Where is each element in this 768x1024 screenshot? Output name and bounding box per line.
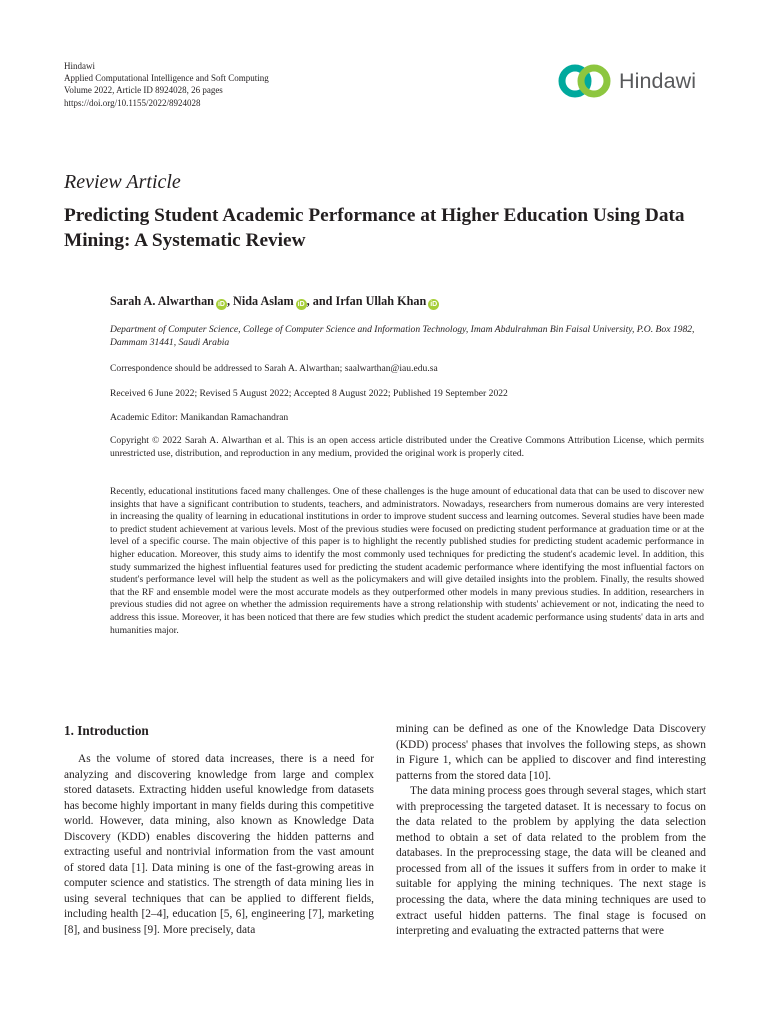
copyright-notice: Copyright © 2022 Sarah A. Alwarthan et al. This is an open access article distributed under the Creative Commons Attribution License, which permits unrestricted use, distribution, and reproduction in any medium, provided the original work is properly cited.	[110, 435, 704, 460]
orcid-icon[interactable]: iD	[430, 301, 438, 308]
orcid-icon[interactable]: iD	[217, 301, 225, 308]
author-affiliation: Department of Computer Science, College of Computer Science and Information Technology, Imam Abdulrahman Bin Faisal University, P.O. Box 1982, Dammam 31441, Saudi Arabia	[110, 324, 695, 348]
author-name[interactable]: Sarah A. Alwarthan	[110, 294, 214, 308]
author-list	[110, 294, 439, 310]
orcid-icon[interactable]: iD	[297, 301, 305, 308]
author-separator: ,	[226, 294, 234, 308]
abstract: Recently, educational institutions faced many challenges. One of these challenges is the huge amount of educational data that can be used to discover new insights that have a significant contribution to students, teachers, and administrators. Nowadays, researchers from numerous domains are very interested in increasing the quality of learning in educational institutions in order to improve student success and learning outcomes. Several studies have been made to predict student achievement at various levels. Most of the previous studies were focused on predicting student performance at graduation time or at the level of a specific course. The main objective of this paper is to highlight the recently published studies for predicting student academic performance in higher education. Moreover, this study aims to identify the most commonly used techniques for predicting the student's academic level. In addition, this study summarized the highest influential features used for predicting the student academic performance where identifying the most influential factors on student's performance level will help the student as well as the policymakers and will give detailed insights into the problem. Finally, the results showed that the RF and ensemble model were the most accurate models as they outperformed other models in many previous studies. In addition, researchers in previous studies did not agree on whether the admission requirements have a strong relationship with students' achievement or not, indicating the need to address this issue. Moreover, it has been noticed that there are few studies which predict the student academic performance using students' data in arts and humanities major.	[110, 486, 704, 636]
correspondence: Correspondence should be addressed to Sarah A. Alwarthan; saalwarthan@iau.edu.sa	[110, 363, 438, 374]
hindawi-logo	[556, 63, 696, 99]
volume-info: Volume 2022, Article ID 8924028, 26 pages	[64, 85, 223, 96]
publication-dates: Received 6 June 2022; Revised 5 August 2022; Accepted 8 August 2022; Published 19 September 2022	[110, 388, 508, 399]
article-title: Predicting Student Academic Performance at Higher Education Using Data Mining: A Systematic Review	[64, 205, 685, 251]
academic-editor: Academic Editor: Manikandan Ramachandran	[110, 412, 289, 423]
doi-link[interactable]: https://doi.org/10.1155/2022/8924028	[64, 97, 201, 108]
article-type: Review Article	[64, 171, 181, 193]
body-paragraph: The data mining process goes through several stages, which start with preprocessing the targeted dataset. It is necessary to focus on the data related to the problem by applying the data selection method to obtain a set of data related to the problem from the databases. In the preprocessing stage, the data will be cleaned and processed from all of the issues it suffers from in order to make it suitable for applying the mining techniques. The next stage is processing the data, where the data mining techniques are used to extract useful hidden patterns. The final stage is focused on interpreting and evaluating the extracted patterns that were	[396, 785, 706, 938]
right-column	[396, 722, 706, 940]
publisher-name: Hindawi	[64, 61, 95, 71]
author-name[interactable]: Irfan Ullah Khan	[335, 294, 427, 308]
left-column	[64, 752, 374, 939]
body-paragraph: mining can be defined as one of the Knowledge Data Discovery (KDD) process' phases that involves the following steps, as shown in Figure 1, which can be applied to discover and find interesting patterns from the stored data [10].	[396, 723, 706, 782]
journal-name: Applied Computational Intelligence and Soft Computing	[64, 73, 269, 84]
hindawi-logo-icon	[556, 63, 614, 99]
author-name[interactable]: Nida Aslam	[233, 294, 294, 308]
logo-wordmark: Hindawi	[619, 68, 697, 93]
section-heading: 1. Introduction	[64, 723, 149, 738]
body-paragraph: As the volume of stored data increases, there is a need for analyzing and discovering knowledge from large and complex stored datasets. Extracting hidden useful knowledge from datasets has become highly important in many fields during this competitive world. However, data mining, also known as Knowledge Data Discovery (KDD) enables discovering the hidden patterns and extracting useful and nontrivial information from the vast amount of stored data [1]. Data mining is one of the fast-growing areas in computer science and statistics. The strength of data mining lies in using several techniques that can be applied to different fields, including health [2–4], education [5, 6], engineering [7], marketing [8], and business [9]. More precisely, data	[64, 753, 374, 937]
author-separator: , and	[306, 294, 336, 308]
journal-header	[64, 60, 269, 109]
